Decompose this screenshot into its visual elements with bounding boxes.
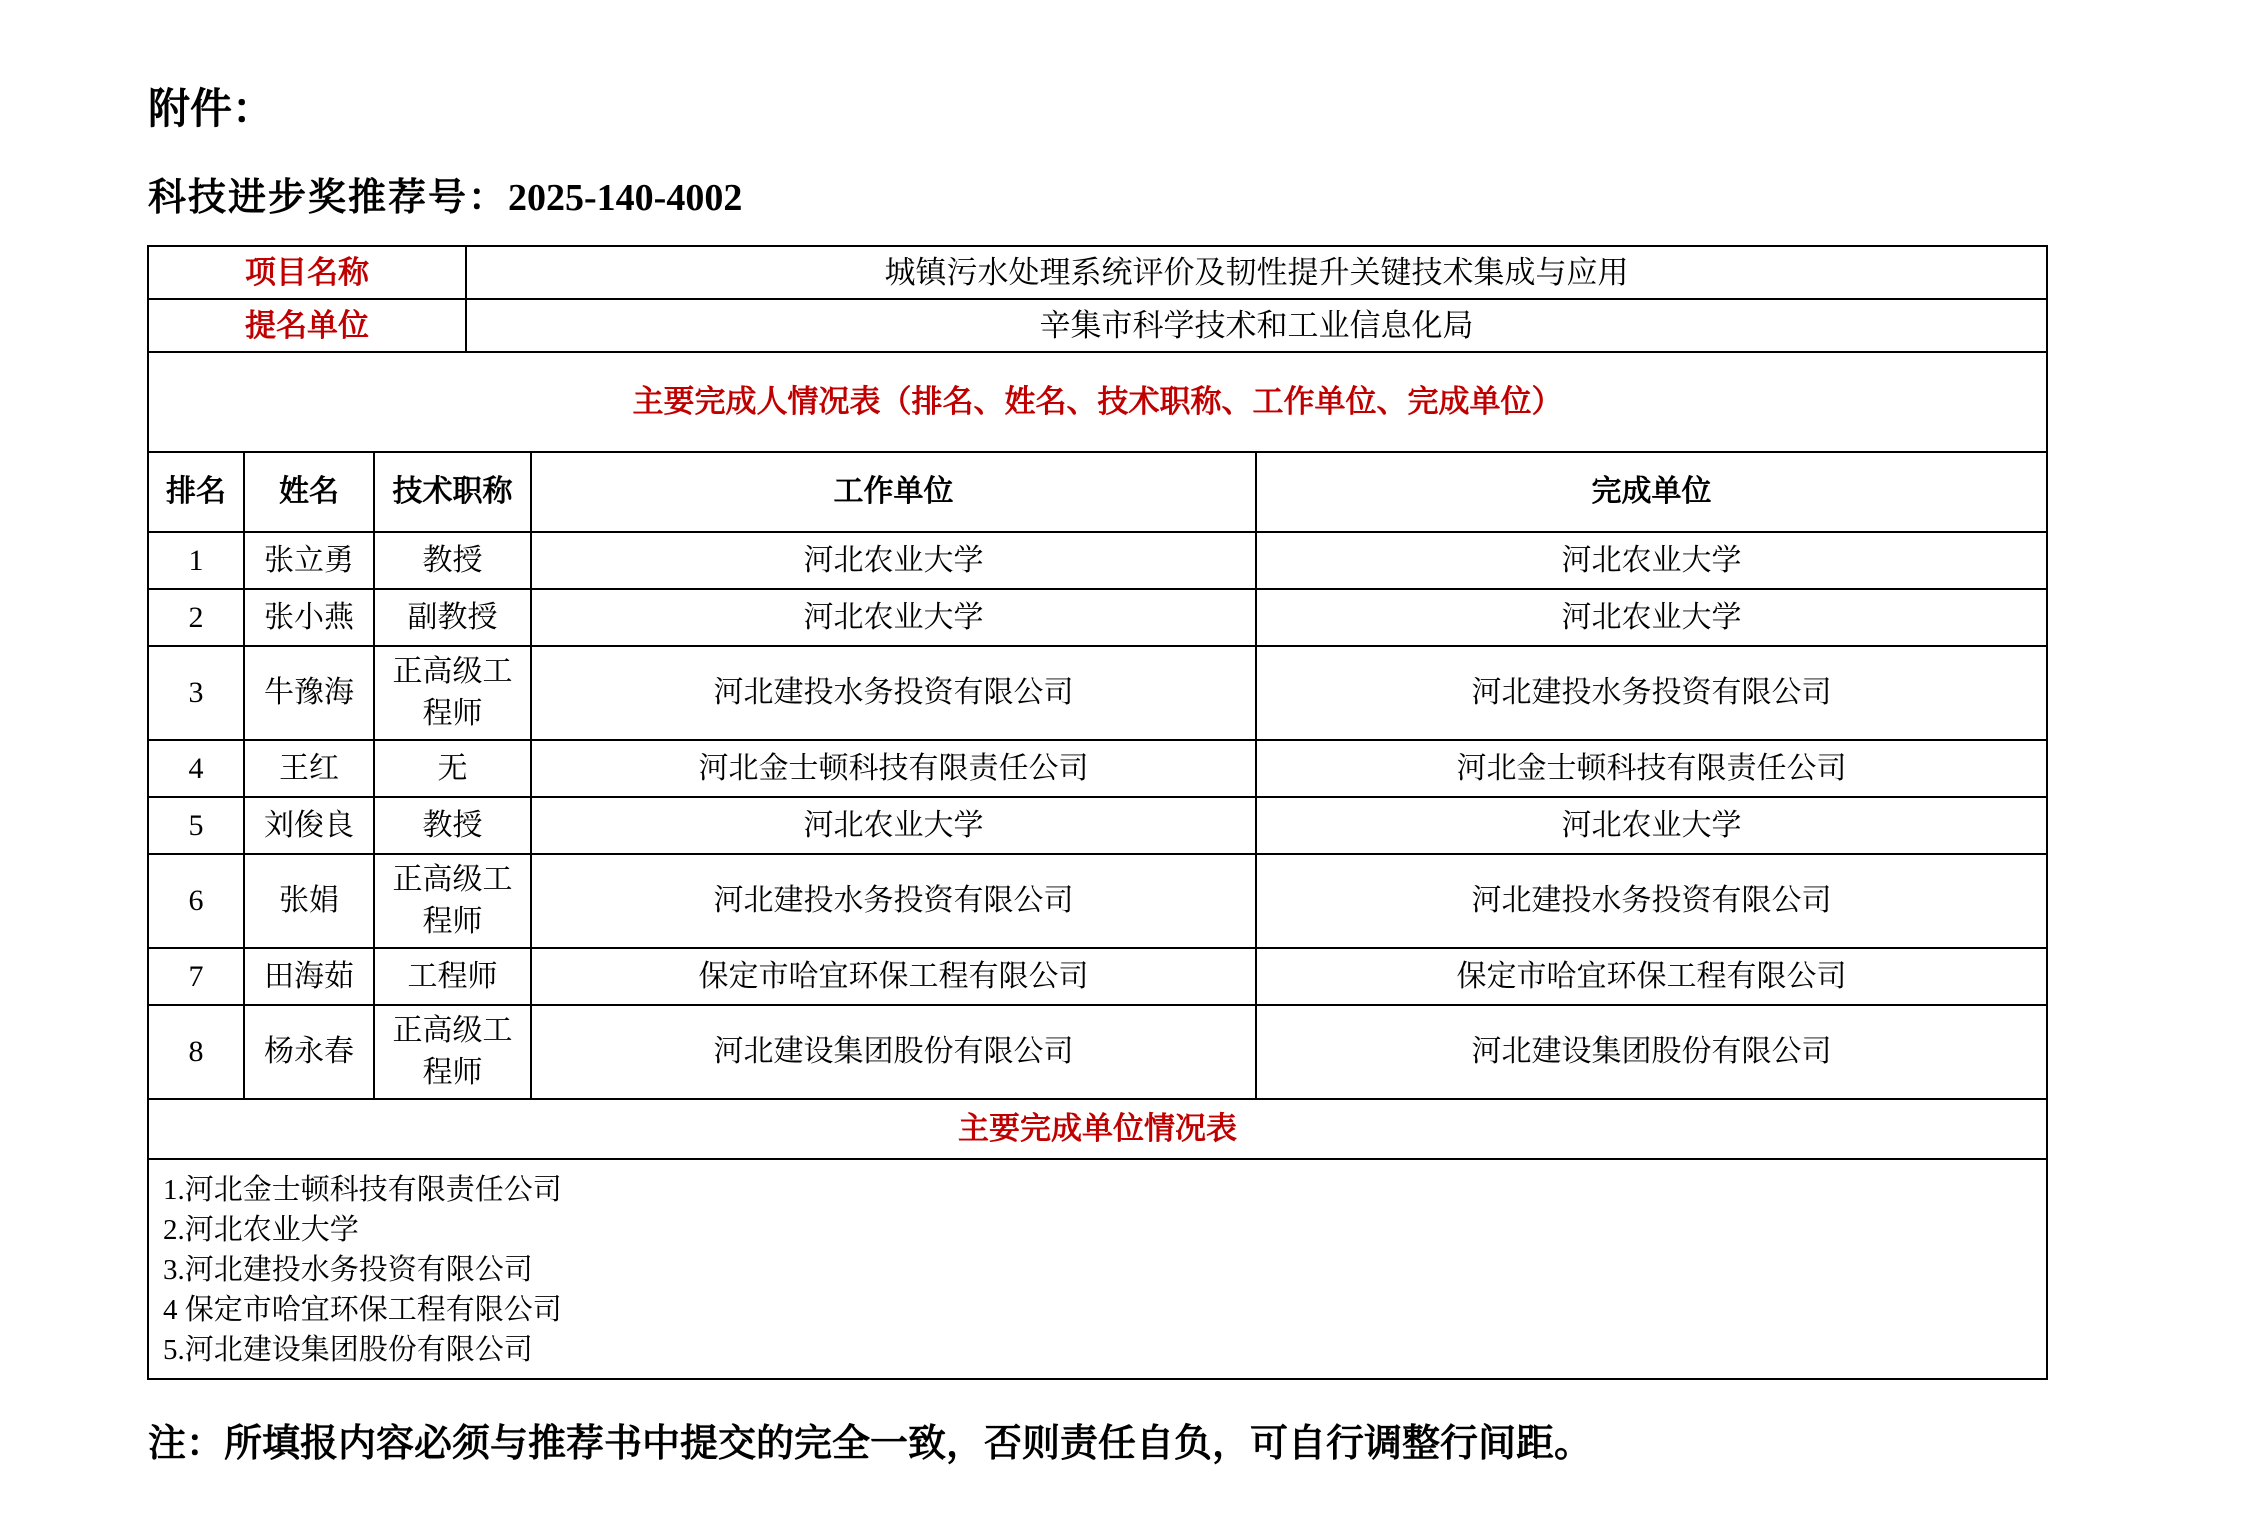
footer-note: 注：所填报内容必须与推荐书中提交的完全一致，否则责任自负，可自行调整行间距。: [148, 1423, 1593, 1465]
work-unit-cell: 河北建投水务投资有限公司: [532, 647, 1257, 739]
title-cell: 教授: [375, 798, 532, 853]
title-cell: 教授: [375, 533, 532, 588]
recommendation-label: 科技进步奖推荐号：: [148, 177, 509, 219]
completion-unit-cell: 保定市哈宜环保工程有限公司: [1456, 959, 1847, 993]
work-unit-cell: 保定市哈宜环保工程有限公司: [532, 949, 1257, 1004]
header-title: 技术职称: [375, 453, 532, 531]
completers-section-title-row: [149, 353, 2046, 453]
name-cell: 张小燕: [245, 590, 375, 645]
completers-section-title: 主要完成人情况表（排名、姓名、技术职称、工作单位、完成单位）: [632, 384, 1563, 419]
table-row: [149, 590, 2046, 647]
list-item: 2.河北农业大学: [163, 1214, 359, 1246]
rank-cell: 4: [149, 741, 245, 796]
title-cell: 正高级工程师: [375, 647, 532, 739]
completing-units-row: [149, 1160, 2046, 1378]
table-row: [149, 855, 2046, 949]
header-completion-unit: 完成单位: [1591, 475, 1712, 508]
table-row: [149, 1006, 2046, 1100]
completion-unit-cell: 河北建投水务投资有限公司: [1471, 884, 1832, 917]
rank-cell: 6: [149, 855, 245, 947]
name-cell: 杨永春: [245, 1006, 375, 1098]
header-name: 姓名: [245, 453, 375, 531]
name-cell: 张娟: [245, 855, 375, 947]
name-cell: 牛豫海: [245, 647, 375, 739]
rank-cell: 8: [149, 1006, 245, 1098]
name-cell: 刘俊良: [245, 798, 375, 853]
name-cell: 张立勇: [245, 533, 375, 588]
header-work-unit: 工作单位: [532, 453, 1257, 531]
completing-units-section-title-row: [149, 1100, 2046, 1160]
rank-cell: 5: [149, 798, 245, 853]
rank-cell: 2: [149, 590, 245, 645]
title-cell: 正高级工程师: [375, 855, 532, 947]
work-unit-cell: 河北农业大学: [532, 798, 1257, 853]
table-row: [149, 647, 2046, 741]
header-rank: 排名: [149, 453, 245, 531]
table-header-row: [149, 453, 2046, 533]
completion-unit-cell: 河北金士顿科技有限责任公司: [1456, 751, 1847, 785]
completing-units-list: [149, 1160, 574, 1378]
attachment-label: 附件：: [148, 87, 275, 133]
title-cell: 副教授: [375, 590, 532, 645]
rank-cell: 3: [149, 647, 245, 739]
recommendation-number: 2025-140-4002: [508, 177, 743, 219]
work-unit-cell: 河北建投水务投资有限公司: [532, 855, 1257, 947]
table-row: [149, 533, 2046, 590]
recommendation-number-line: [148, 175, 2245, 221]
list-item: 3.河北建投水务投资有限公司: [163, 1254, 533, 1286]
rank-cell: 7: [149, 949, 245, 1004]
project-name-row: [149, 247, 2046, 300]
rank-cell: 1: [149, 533, 245, 588]
table-row: [149, 949, 2046, 1006]
work-unit-cell: 河北建设集团股份有限公司: [532, 1006, 1257, 1098]
name-cell: 王红: [245, 741, 375, 796]
work-unit-cell: 河北金士顿科技有限责任公司: [532, 741, 1257, 796]
completion-unit-cell: 河北农业大学: [1561, 808, 1742, 842]
list-item: 1.河北金士顿科技有限责任公司: [163, 1174, 562, 1206]
title-cell: 无: [375, 741, 532, 796]
completing-units-section-title: 主要完成单位情况表: [958, 1111, 1237, 1146]
completion-unit-cell: 河北农业大学: [1561, 600, 1742, 634]
project-name-value: 城镇污水处理系统评价及韧性提升关键技术集成与应用: [884, 254, 1629, 290]
completion-unit-cell: 河北建投水务投资有限公司: [1471, 676, 1832, 709]
nominator-row: [149, 300, 2046, 353]
completion-unit-cell: 河北建设集团股份有限公司: [1471, 1035, 1832, 1068]
title-cell: 正高级工程师: [375, 1006, 532, 1098]
work-unit-cell: 河北农业大学: [532, 590, 1257, 645]
table-row: [149, 741, 2046, 798]
list-item: 5.河北建设集团股份有限公司: [163, 1334, 533, 1366]
work-unit-cell: 河北农业大学: [532, 533, 1257, 588]
table-row: [149, 798, 2046, 855]
nominator-value: 辛集市科学技术和工业信息化局: [1039, 307, 1474, 343]
name-cell: 田海茹: [245, 949, 375, 1004]
title-cell: 工程师: [375, 949, 532, 1004]
list-item: 4 保定市哈宜环保工程有限公司: [163, 1294, 562, 1326]
project-name-label: 项目名称: [149, 247, 467, 298]
completion-unit-cell: 河北农业大学: [1561, 543, 1742, 577]
award-table: [147, 245, 2048, 1380]
nominator-label: 提名单位: [149, 300, 467, 351]
